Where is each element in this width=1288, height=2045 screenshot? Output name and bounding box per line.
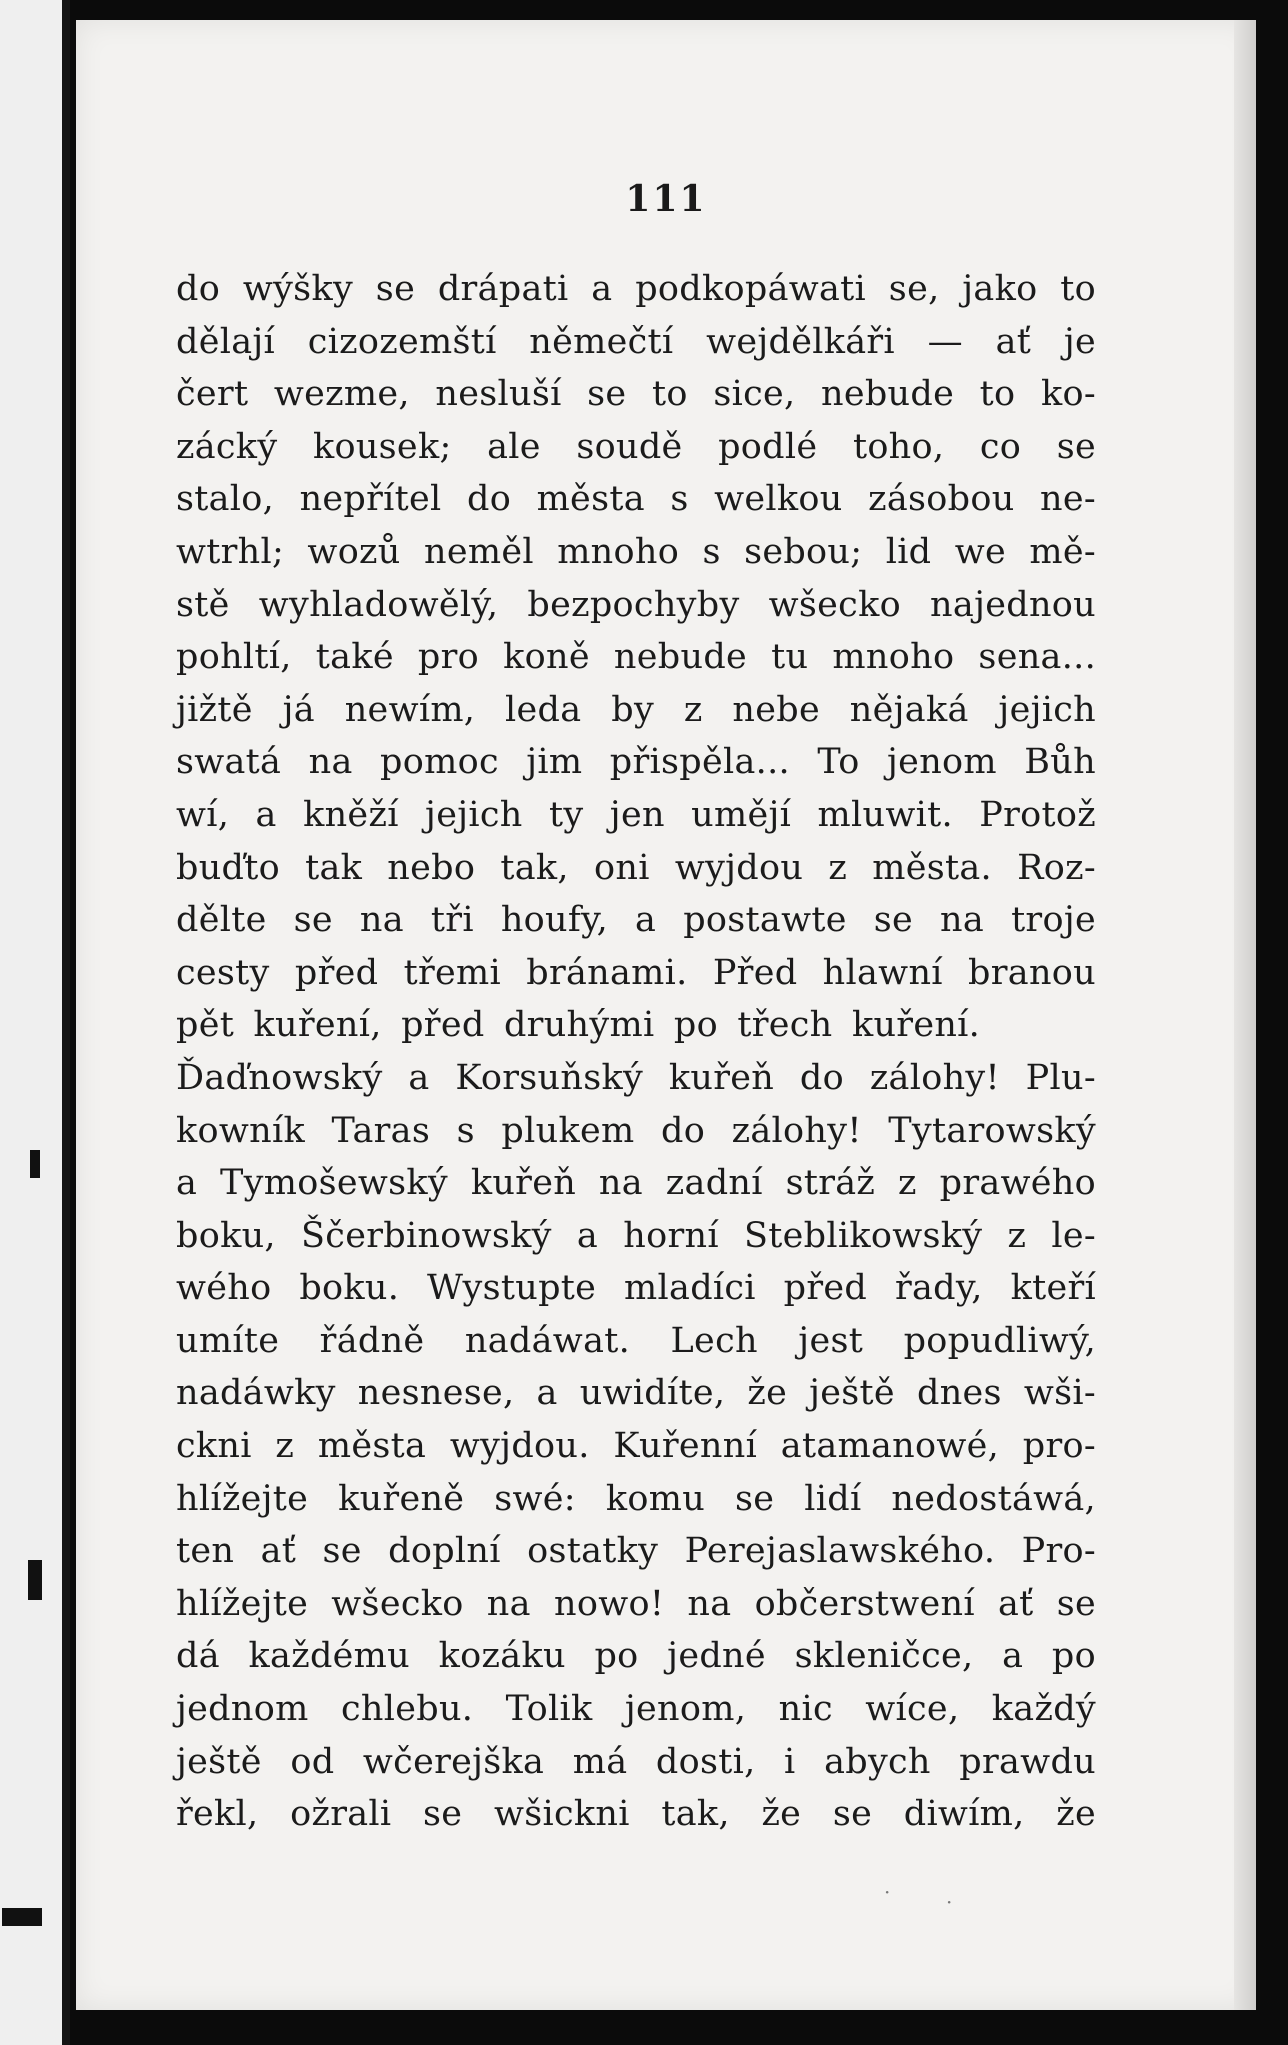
text-line: pět kuření, před druhými po třech kuření.	[176, 1005, 981, 1046]
text-line: dá každému kozáku po jedné skleničce, a po	[176, 1636, 1096, 1677]
text-line: ještě od wčerejška má dosti, i abych prawdu	[176, 1741, 1096, 1782]
facing-page-edge	[0, 0, 72, 2045]
text-line: boku, Ščerbinowský a horní Steblikowský z le-	[176, 1215, 1096, 1256]
text-line: cesty před třemi bránami. Před hlawní branou	[176, 952, 1096, 993]
text-line: wého boku. Wystupte mladíci před řady, kteří	[176, 1268, 1096, 1309]
text-line: nadáwky nesnese, a uwidíte, že ještě dnes wši-	[176, 1373, 1096, 1414]
text-line: kowník Taras s plukem do zálohy! Tytarowský	[176, 1110, 1096, 1151]
ink-mark	[2, 1908, 42, 1926]
text-line: do wýšky se drápati a podkopáwati se, jako to	[176, 269, 1096, 309]
text-line: dělte se na tři houfy, a postawte se na troje	[176, 900, 1096, 941]
page-number: 111	[625, 178, 707, 220]
text-line: pohltí, také pro koně nebude tu mnoho sena...	[176, 637, 1096, 678]
text-line: ckni z města wyjdou. Kuřenní atamanowé, pro-	[176, 1426, 1096, 1467]
scan-speck: ·	[946, 1890, 953, 1914]
text-line: wí, a kněží jejich ty jen umějí mluwit. Protož	[176, 794, 1096, 835]
text-line: řekl, ožrali se wšickni tak, že se diwím, že	[176, 1794, 1096, 1835]
text-line: Ďaďnowský a Korsuňský kuřeň do zálohy! Plu-	[176, 1057, 1096, 1098]
text-line: swatá na pomoc jim přispěla... To jenom Bůh	[176, 742, 1096, 783]
text-line: buďto tak nebo tak, oni wyjdou z města. Roz-	[176, 847, 1096, 888]
text-line: hlížejte kuřeně swé: komu se lidí nedostáwá,	[176, 1478, 1096, 1519]
text-line: a Tymošewský kuřeň na zadní stráž z prawého	[176, 1163, 1096, 1204]
text-line: ten ať se doplní ostatky Perejaslawského. Pro-	[176, 1531, 1096, 1572]
page-edge	[1234, 20, 1256, 2010]
ink-mark	[30, 1150, 40, 1178]
text-line: jižtě já newím, leda by z nebe nějaká jejich	[176, 689, 1096, 730]
scan-speck: ·	[884, 1880, 891, 1904]
spine-shadow	[62, 0, 70, 2045]
text-line: umíte řádně nadáwat. Lech jest popudliwý,	[176, 1320, 1096, 1361]
body-text	[176, 263, 1096, 1841]
text-line: zácký kousek; ale soudě podlé toho, co se	[176, 426, 1096, 467]
text-line: hlížejte wšecko na nowo! na občerstwení ať se	[176, 1583, 1096, 1624]
text-line: stalo, nepřítel do města s welkou zásobou ne-	[176, 479, 1096, 520]
book-page	[76, 20, 1256, 2010]
text-line: jednom chlebu. Tolik jenom, nic wíce, každý	[176, 1689, 1096, 1730]
text-line: wtrhl; wozů neměl mnoho s sebou; lid we mě-	[176, 531, 1096, 572]
text-line: dělají cizozemští němečtí wejdělkáři — ať je	[176, 321, 1096, 362]
text-line: stě wyhladowělý, bezpochyby wšecko najednou	[176, 584, 1096, 625]
text-line: čert wezme, nesluší se to sice, nebude to ko-	[176, 374, 1096, 415]
ink-mark	[28, 1560, 42, 1600]
